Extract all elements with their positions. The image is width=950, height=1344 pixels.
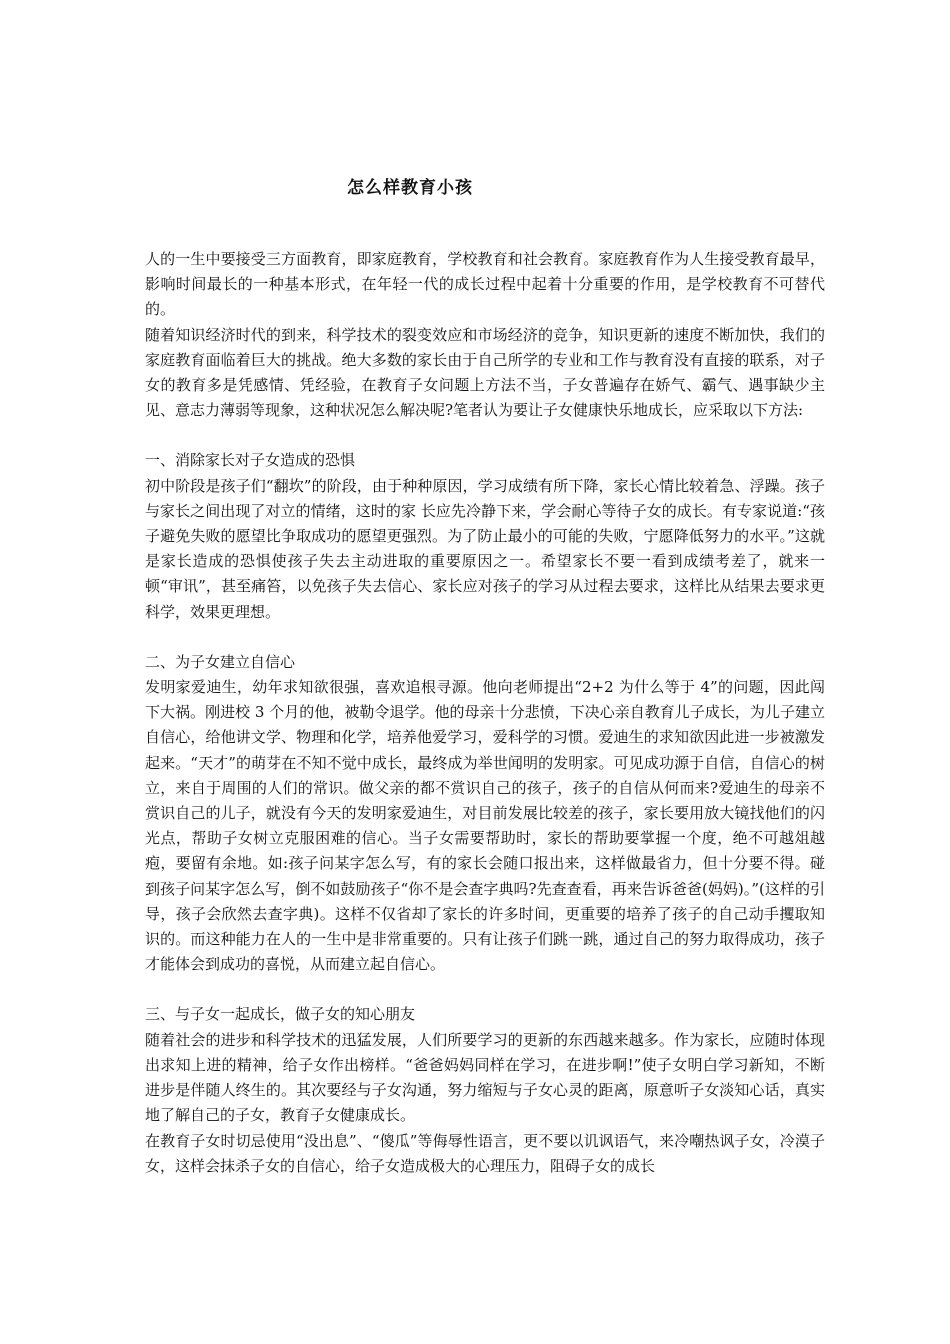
section3-paragraph-1: 随着社会的进步和科学技术的迅猛发展，人们所要学习的更新的东西越来越多。作为家长，应随时体现出求知上进的精神，给子女作出榜样。“爸爸妈妈同样在学习，在进步啊!”使子女明白学习新知，不断进步是伴随人终生的。其次要经与子女沟通，努力缩短与子女心灵的距离，原意听子女淡知心话，真实地了解自己的子女，教育子女健康成长。 <box>145 1030 825 1125</box>
section2-paragraph-1: 发明家爱迪生，幼年求知欲很强，喜欢追根寻源。他向老师提出“2+2 为什么等于 4”的问题，因此闯下大祸。刚进校 3 个月的他，被勒令退学。他的母亲十分悲愤，下决心亲自教育儿子成长，为儿子建立自信心，给他讲文学、物理和化学，培养他爱学习，爱科学的习惯。爱迪生的求知欲因此进一步被激发起来。“天才”的萌芽在不知不觉中成长，最终成为举世闻明的发明家。可见成功源于自信，自信心的树立，来自于周围的人们的常识。做父亲的都不赏识自己的孩子，孩子的自信从何而来?爱迪生的母亲不赏识自己的儿子，就没有今天的发明家爱迪生，对目前发展比较差的孩子，家长要用放大镜找他们的闪光点，帮助子女树立克服困难的信心。当子女需要帮助时，家长的帮助要掌握一个度，绝不可越俎越疱，要留有余地。如:孩子问某字怎么写，有的家长会随口报出来，这样做最省力，但十分要不得。碰到孩子问某字怎么写，倒不如鼓励孩子“你不是会查字典吗?先查查看，再来告诉爸爸(妈妈)。”(这样的引导，孩子会欣然去查字典)。这样不仅省却了家长的许多时间，更重要的培养了孩子的自己动手攫取知识的。而这种能力在人的一生中是非常重要的。只有让孩子们跳一跳，通过自己的努力取得成功，孩子才能体会到成功的喜悦，从而建立起自信心。 <box>145 678 825 974</box>
intro-paragraph-1: 人的一生中要接受三方面教育，即家庭教育，学校教育和社会教育。家庭教育作为人生接受教育最早，影响时间最长的一种基本形式，在年轻一代的成长过程中起着十分重要的作用，是学校教育不可替代的。 <box>145 250 825 319</box>
intro-paragraph-2: 随着知识经济时代的到来，科学技术的裂变效应和市场经济的竞争，知识更新的速度不断加快，我们的家庭教育面临着巨大的挑战。绝大多数的家长由于自己所学的专业和工作与教育没有直接的联系，对子女的教育多是凭感情、凭经验，在教育子女问题上方法不当，子女普遍存在娇气、霸气、遇事缺少主见、意志力薄弱等现象，这种状况怎么解决呢?笔者认为要让子女健康快乐地成长，应采取以下方法: <box>145 325 825 420</box>
section-spacer <box>145 625 825 650</box>
section-spacer <box>145 423 825 448</box>
section-spacer <box>145 977 825 1002</box>
section3-paragraph-2: 在教育子女时切忌使用“没出息”、“傻瓜”等侮辱性语言，更不要以讥讽语气，来冷嘲热讽子女，冷漠子女，这样会抹杀子女的自信心，给子女造成极大的心理压力，阻碍子女的成长 <box>145 1131 825 1175</box>
section3-heading: 三、与子女一起成长，做子女的知心朋友 <box>145 1005 416 1024</box>
document-title: 怎么样教育小孩 <box>347 178 473 198</box>
section2-heading: 二、为子女建立自信心 <box>145 652 296 671</box>
document-body <box>145 247 825 1179</box>
section1-heading: 一、消除家长对子女造成的恐惧 <box>145 451 356 470</box>
section1-paragraph-1: 初中阶段是孩子们“翻坎”的阶段，由于种种原因，学习成绩有所下降，家长心情比较着急、浮躁。孩子与家长之间出现了对立的情绪，这时的家 长应先冷静下来，学会耐心等待子女的成长。有专家说道:“孩子避免失败的愿望比争取成功的愿望更强烈。为了防止最小的可能的失败，宁愿降低努力的水平。”这就是家长造成的恐惧使孩子失去主动进取的重要原因之一。希望家长不要一看到成绩考差了，就来一顿“审讯”，甚至痛笞，以免孩子失去信心、家长应对孩子的学习从过程去要求，这样比从结果去要求更科学，效果更理想。 <box>145 476 825 621</box>
